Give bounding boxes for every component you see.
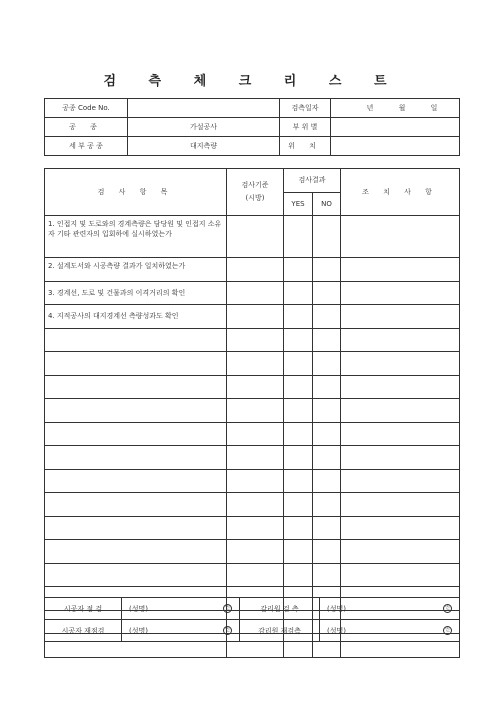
date-month: 월 [398, 104, 406, 112]
info-row-work-type [45, 118, 460, 137]
yes-cell[interactable] [284, 469, 313, 493]
sign-name-text: (성명) [129, 626, 148, 635]
item-cell[interactable] [45, 469, 227, 493]
yes-cell[interactable] [284, 516, 313, 540]
empty-row [45, 563, 460, 587]
item-cell[interactable] [45, 422, 227, 446]
header-yes: YES [284, 192, 313, 216]
action-cell[interactable] [341, 422, 460, 446]
signature-table [44, 597, 460, 642]
item-cell[interactable] [45, 540, 227, 564]
standard-cell[interactable] [227, 352, 284, 376]
no-cell[interactable] [313, 281, 341, 305]
header-action: 조 치 사 항 [341, 169, 460, 216]
sign-name-text: (성명) [327, 626, 346, 635]
action-cell[interactable] [341, 216, 460, 258]
standard-cell[interactable] [227, 328, 284, 352]
yes-cell[interactable] [284, 540, 313, 564]
checklist-row [45, 281, 460, 305]
no-cell[interactable] [313, 563, 341, 587]
action-cell[interactable] [341, 446, 460, 470]
no-cell[interactable] [313, 328, 341, 352]
signature-row [45, 598, 460, 620]
header-standard-sub: (시방) [245, 194, 265, 202]
stamp-icon: 인 [223, 604, 232, 613]
empty-row [45, 422, 460, 446]
supervisor-reinspect-sign[interactable] [320, 620, 460, 642]
yes-cell[interactable] [284, 563, 313, 587]
no-cell[interactable] [313, 216, 341, 258]
supervisor-reinspect-label: 감리원 재검측 [240, 620, 320, 642]
yes-cell[interactable] [284, 305, 313, 329]
info-table [44, 98, 460, 156]
date-label: 검측일자 [280, 99, 331, 118]
item-cell[interactable] [45, 328, 227, 352]
empty-row [45, 328, 460, 352]
checklist-item: 2. 설계도서와 시공측량 결과가 일치하였는가 [45, 258, 227, 282]
empty-row [45, 540, 460, 564]
sub-type-field[interactable]: 대지측량 [128, 137, 280, 156]
checklist-row [45, 216, 460, 258]
sub-type-label: 세 부 공 종 [45, 137, 128, 156]
no-cell[interactable] [313, 375, 341, 399]
standard-cell[interactable] [227, 563, 284, 587]
yes-cell[interactable] [284, 258, 313, 282]
checklist-item: 3. 경계선, 도로 및 건물과의 이격거리의 확인 [45, 281, 227, 305]
no-cell[interactable] [313, 469, 341, 493]
standard-cell[interactable] [227, 422, 284, 446]
no-cell[interactable] [313, 516, 341, 540]
no-cell[interactable] [313, 540, 341, 564]
part-label: 부 위 별 [280, 118, 331, 137]
date-field[interactable] [331, 99, 460, 118]
standard-cell[interactable] [227, 305, 284, 329]
contractor-reinspect-label: 시공자 재점검 [45, 620, 122, 642]
no-cell[interactable] [313, 305, 341, 329]
yes-cell[interactable] [284, 328, 313, 352]
standard-cell[interactable] [227, 540, 284, 564]
work-type-field[interactable]: 가설공사 [128, 118, 280, 137]
action-cell[interactable] [341, 540, 460, 564]
no-cell[interactable] [313, 446, 341, 470]
sign-name-text: (성명) [327, 604, 346, 613]
standard-cell[interactable] [227, 516, 284, 540]
item-cell[interactable] [45, 563, 227, 587]
checklist-row [45, 258, 460, 282]
yes-cell[interactable] [284, 446, 313, 470]
action-cell[interactable] [341, 305, 460, 329]
checklist-header-row [45, 169, 460, 193]
item-cell[interactable] [45, 516, 227, 540]
code-field[interactable] [128, 99, 280, 118]
location-field[interactable] [331, 137, 460, 156]
item-cell[interactable] [45, 399, 227, 423]
contractor-inspect-sign[interactable] [122, 598, 240, 620]
empty-row [45, 469, 460, 493]
empty-row [45, 516, 460, 540]
yes-cell[interactable] [284, 422, 313, 446]
action-cell[interactable] [341, 258, 460, 282]
empty-row [45, 446, 460, 470]
item-cell[interactable] [45, 446, 227, 470]
stamp-icon: 인 [443, 604, 452, 613]
empty-row [45, 399, 460, 423]
action-cell[interactable] [341, 375, 460, 399]
no-cell[interactable] [313, 422, 341, 446]
yes-cell[interactable] [284, 352, 313, 376]
contractor-inspect-label: 시공자 점 검 [45, 598, 122, 620]
header-result: 검사결과 [284, 169, 341, 193]
empty-row [45, 352, 460, 376]
item-cell[interactable] [45, 352, 227, 376]
checklist-item: 4. 지적공사의 대지경계선 측량성과도 확인 [45, 305, 227, 329]
action-cell[interactable] [341, 469, 460, 493]
empty-row [45, 375, 460, 399]
checklist-table [44, 168, 460, 658]
no-cell[interactable] [313, 352, 341, 376]
standard-cell[interactable] [227, 446, 284, 470]
standard-cell[interactable] [227, 469, 284, 493]
action-cell[interactable] [341, 281, 460, 305]
checklist-item: 1. 인접지 및 도로와의 경계측량은 담당원 및 인접지 소유자 기타 관련자의 입회하에 실시하였는가 [45, 216, 227, 258]
signature-row [45, 620, 460, 642]
info-row-code [45, 99, 460, 118]
header-standard [227, 169, 284, 216]
yes-cell[interactable] [284, 375, 313, 399]
work-type-label: 공 종 [45, 118, 128, 137]
header-item: 검 사 항 목 [45, 169, 227, 216]
no-cell[interactable] [313, 399, 341, 423]
yes-cell[interactable] [284, 493, 313, 517]
sign-name-text: (성명) [129, 604, 148, 613]
supervisor-inspect-sign[interactable] [320, 598, 460, 620]
header-no: NO [313, 192, 341, 216]
yes-cell[interactable] [284, 281, 313, 305]
page-title: 검 측 체 크 리 스 트 [103, 74, 401, 89]
action-cell[interactable] [341, 399, 460, 423]
date-year: 년 [366, 104, 374, 112]
part-field[interactable] [331, 118, 460, 137]
stamp-icon: 인 [223, 626, 232, 635]
code-label: 공종 Code No. [45, 99, 128, 118]
standard-cell[interactable] [227, 399, 284, 423]
action-cell[interactable] [341, 493, 460, 517]
checklist-row [45, 305, 460, 329]
action-cell[interactable] [341, 563, 460, 587]
item-cell[interactable] [45, 375, 227, 399]
yes-cell[interactable] [284, 216, 313, 258]
action-cell[interactable] [341, 352, 460, 376]
standard-cell[interactable] [227, 281, 284, 305]
yes-cell[interactable] [284, 399, 313, 423]
header-standard-label: 검사기준 [241, 181, 269, 189]
location-label: 위 치 [280, 137, 331, 156]
action-cell[interactable] [341, 516, 460, 540]
standard-cell[interactable] [227, 216, 284, 258]
item-cell[interactable] [45, 493, 227, 517]
no-cell[interactable] [313, 493, 341, 517]
empty-row [45, 493, 460, 517]
contractor-reinspect-sign[interactable] [122, 620, 240, 642]
info-row-sub-type [45, 137, 460, 156]
standard-cell[interactable] [227, 493, 284, 517]
stamp-icon: 인 [443, 626, 452, 635]
action-cell[interactable] [341, 328, 460, 352]
date-day: 일 [430, 104, 438, 112]
standard-cell[interactable] [227, 375, 284, 399]
standard-cell[interactable] [227, 258, 284, 282]
supervisor-inspect-label: 감리원 검 측 [240, 598, 320, 620]
no-cell[interactable] [313, 258, 341, 282]
